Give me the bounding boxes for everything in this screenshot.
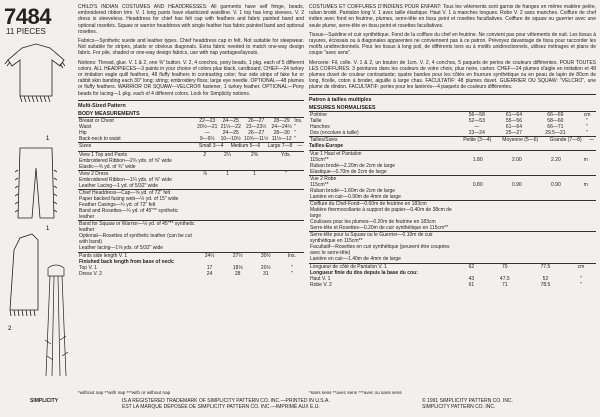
- row-value: 28—30: [273, 130, 290, 137]
- row-label: Taille: [310, 118, 322, 125]
- sizes-europe-label: Tailles-Europe: [309, 143, 344, 150]
- headdress-illustration: [45, 265, 68, 376]
- row-label: Elastic—¾ yd. of ¾" wide: [79, 164, 136, 171]
- row-value: ": [586, 118, 588, 125]
- row-value: 24—24½: [271, 124, 292, 131]
- row-value: 2¼: [214, 152, 241, 159]
- row-value: [575, 232, 596, 245]
- row-value: 56—58: [458, 112, 495, 119]
- row-value: 52: [542, 276, 549, 283]
- row-value: 22—23: [196, 118, 219, 125]
- row-label: View 2 Dress: [78, 171, 196, 178]
- measurements-label-fr: MESURES NORMALISEES: [309, 104, 376, 111]
- row-label: Ruban brodé—1.60m de 2cm de large: [310, 188, 396, 195]
- row-value: Large 7—8: [264, 143, 296, 150]
- row-value: 31: [263, 271, 269, 278]
- row-value: 47.5: [499, 276, 510, 283]
- row-value: 66—71: [547, 124, 564, 131]
- row-value: [536, 244, 575, 256]
- mercerie-paragraph: Mercerie: Fil, colle. V. 1 & 2, un bouton de 1cm. V. 2, 4 conchos, 5 paquets de perles de couleurs différentes. POUR TOUTES LES COIFFURES: 3 peintures dans les couleurs de votre choix, plus noire, carton. CHEF—24 plumes d'aigle en imitation et 48 plumes duvet de couleur contrastante; quatre bandes pour les côtés en fourrure synthétique ou en peau de lapin de 80cm de long, ficelle, coton à broder, aiguille à large chas. FACULTATIF: 48 plumes duvet. GUERRIER OU SQUAW: "VELCRO", une plume de dindon. FACULTATIF: perles pour les lanières—4 paquets de couleurs différentes.: [309, 59, 596, 91]
- row-label: Vue 1 Haut et Pantalon: [309, 151, 458, 158]
- row-label: Dress V. 2: [79, 271, 102, 278]
- row-value: [241, 245, 268, 251]
- row-value: [458, 207, 497, 219]
- row-value: [458, 244, 497, 256]
- row-label: Waist: [79, 124, 92, 131]
- row-value: —: [474, 124, 480, 131]
- row-label: Leather Lacing—1 yd. of 5/32" wide: [79, 183, 159, 190]
- view-label-1b: 1: [46, 226, 50, 232]
- row-label: Feather Casings—¼ yd. of 72" felt: [79, 202, 156, 209]
- row-label: Paper backed fusing web—½ yd. of 15" wide: [79, 196, 179, 203]
- row-label: 115cm**: [310, 182, 329, 189]
- row-value: 58—60: [547, 118, 564, 125]
- length-table: [78, 252, 304, 277]
- row-value: 28—29: [270, 118, 293, 125]
- finished-length-label: Finished back length from base of neck:: [79, 259, 175, 266]
- row-value: 61: [468, 282, 475, 289]
- row-label: Poitrine: [309, 112, 458, 119]
- top-illustration: [5, 44, 65, 102]
- row-label: Back-neck to waist: [79, 136, 121, 143]
- row-value: [268, 221, 304, 234]
- row-value: [214, 233, 241, 245]
- measurement-table: [78, 117, 304, 142]
- row-value: 24: [206, 271, 213, 278]
- row-value: 10¾—11½: [244, 136, 269, 143]
- yardage-table-fr: [309, 150, 596, 262]
- row-value: 26—27: [248, 130, 265, 137]
- garment-illustrations: [0, 40, 75, 410]
- row-value: 26—27: [242, 118, 269, 125]
- row-value: Medium 5—6: [227, 143, 264, 150]
- sizes-table: [78, 142, 304, 149]
- footer-brand: SIMPLICITY: [30, 398, 59, 404]
- row-value: 52—53: [468, 118, 485, 125]
- row-value: ": [580, 282, 582, 289]
- row-label: Haut V. 1: [310, 276, 331, 283]
- sizes-table-fr: [309, 136, 596, 143]
- measurement-box: [78, 100, 304, 277]
- row-value: 20½—21: [197, 124, 218, 131]
- row-value: 28: [234, 271, 241, 278]
- row-value: 55—56: [505, 118, 522, 125]
- row-value: 20½: [260, 265, 271, 272]
- row-value: cm: [566, 264, 596, 271]
- title-paragraph: CHILD'S INDIAN COSTUMES AND HEADDRESSES: All garments have self fringe, beads, embroidered ribbon trim. V. 1 long pants have elasticized waistline. V. 1 top has long sleeves. V. 2 dress is sleeveless. Headdress for chief has felt cap with feathers and fabric painted band and optional rosettes. Squaw or warrior headdress with single feather has fabric painted band and optional rosettes.: [78, 4, 304, 35]
- row-label: Lanière en cuir—1.40m de 4mm de large: [310, 256, 401, 263]
- yardage-table: [78, 151, 304, 251]
- row-value: [497, 256, 536, 262]
- row-label: Leather lacing—1⅝ yds. of 5/32" wide: [79, 245, 164, 252]
- row-label: Longueur de côté de Pantalon V. 1: [309, 264, 458, 271]
- row-value: [536, 232, 575, 245]
- row-value: [268, 245, 304, 251]
- row-label: Band for Squaw or Warrior—⅛ yd. of 45"** synthetic leather: [79, 221, 195, 234]
- row-value: Moyenne (5—6): [496, 137, 544, 144]
- yardage-row-fr: [309, 232, 596, 245]
- row-value: ": [580, 276, 582, 283]
- finished-length-row: [78, 271, 304, 277]
- row-value: ": [291, 265, 293, 272]
- row-value: Petite (3—4): [458, 137, 496, 144]
- row-value: 18⅛: [232, 265, 243, 272]
- row-unit: ": [294, 124, 297, 131]
- sizes-row: [78, 143, 304, 150]
- row-value: [536, 207, 575, 219]
- row-value: cm: [578, 112, 596, 119]
- row-label: Elastique—0.70m de 2cm de large: [310, 169, 387, 176]
- row-label: Embroidered Ribbon—2¾ yds. of ⅝" wide: [79, 158, 172, 165]
- row-value: 25—27: [505, 130, 522, 137]
- row-value: 77.5: [525, 264, 566, 271]
- row-label: Sizes: [78, 143, 196, 150]
- row-label: Matière thermocollante à support de papier—0.40m de 38cm de large: [310, 207, 452, 220]
- row-value: [536, 256, 575, 262]
- row-value: ": [586, 130, 588, 137]
- row-label: Hip: [79, 130, 87, 137]
- length-table-fr: [309, 263, 596, 288]
- tissus-paragraph: Tissus—Suédine et cuir synthétique. Fond de la coiffure du chef en feutrine. Ne convient pas pour vêtements de nuit. Les tissus à rayures, écossais ou à diagonales apparentes ne conviennent pas à ce patron. Prévoyez davantage de tissu pour raccorder les motifs unidirectionnels. Pour les tissus à long poil, de différents tons ou à motifs unidirectionnels, utilisez métrages et plans de coupe "avec sens".: [309, 31, 596, 57]
- row-value: [497, 244, 536, 256]
- measurement-table-fr: [309, 111, 596, 136]
- row-value: 62: [458, 264, 484, 271]
- row-value: [214, 245, 241, 251]
- yardage-row-fr: [309, 244, 596, 256]
- footer-trademark-en: IS A REGISTERED TRADEMARK OF SIMPLICITY PATTERN CO. INC.—PRINTED IN U.S.A.: [122, 398, 330, 404]
- measurement-box-fr: [309, 94, 596, 289]
- footer-copyright: © 1991 SIMPLICITY PATTERN CO. INC.: [422, 398, 513, 404]
- row-value: 61—64: [495, 112, 532, 119]
- row-value: 2⅜: [241, 152, 268, 159]
- row-value: [241, 233, 268, 245]
- footer-company: SIMPLICITY PATTERN CO. INC.: [422, 404, 496, 410]
- row-value: [458, 256, 497, 262]
- row-value: 71: [502, 282, 508, 289]
- row-value: Small 3—4: [196, 143, 227, 150]
- row-label: Serre-tête et Rosettes—0.20m de cuir synthétique en 115cm**: [310, 225, 449, 232]
- row-unit: ": [294, 130, 297, 137]
- row-label: Hanches: [310, 124, 330, 131]
- row-value: [241, 221, 268, 234]
- row-value: [241, 208, 268, 221]
- row-value: 11½—12: [271, 136, 292, 143]
- row-value: —: [589, 137, 595, 144]
- footnote-en: *without nap **with nap ***with or without nap: [78, 390, 171, 395]
- row-value: [458, 232, 497, 245]
- row-label: View 1 Top and Pants: [78, 152, 196, 159]
- row-value: 24—25: [219, 118, 242, 125]
- row-value: [196, 208, 215, 221]
- row-value: —: [297, 143, 303, 150]
- row-label: Ruban brodé—2.20m de 2cm de large: [310, 163, 396, 170]
- row-value: [196, 233, 215, 245]
- row-value: 2.20: [551, 157, 561, 164]
- row-value: [497, 207, 536, 219]
- row-value: [196, 245, 215, 251]
- row-label: Optional—Rosettes of synthetic leather (can be cut with band): [79, 233, 192, 246]
- row-value: 70: [484, 264, 525, 271]
- row-value: 66—69: [533, 112, 579, 119]
- row-value: 30½: [252, 253, 280, 260]
- multisized-label: Multi-Sized Pattern: [78, 102, 126, 109]
- row-value: [575, 256, 596, 262]
- fabrics-paragraph: Fabrics—Synthetic suede and leather types. Chief headdress cap in felt. Not suitable for sleepwear. Not suitable for stripes, plaids or obvious diagonals. Extra fabric needed to match one-way design fabric. For pile, shaded or one-way design fabrics, use with nap yardages/layouts.: [78, 38, 304, 57]
- row-value: 1.80: [472, 157, 483, 164]
- row-label: Serre-tête pour la Squaw ou le Guerrier—0.10m de cuir synthétique en 115cm**: [309, 232, 458, 245]
- english-column: [78, 4, 304, 277]
- row-value: Ins.: [280, 253, 304, 260]
- pants-illustration: [15, 148, 57, 218]
- footer-trademark-fr: EST LA MARQUE DÉPOSÉE DE SIMPLICITY PATTERN CO. INC.—IMPRIMÉ AUX E.U.: [122, 404, 320, 410]
- row-value: 23—24: [468, 130, 485, 137]
- row-value: [214, 221, 241, 234]
- row-label: Lanière en cuir—0.90m de 4mm de large: [310, 194, 401, 201]
- row-value: ": [586, 124, 588, 131]
- row-value: 1: [241, 171, 268, 178]
- footnote-fr: *sans sens **avec sens ***avec ou sans sens: [309, 390, 402, 395]
- finished-length-row-fr: [309, 282, 596, 288]
- pieces-count: 11 PIECES: [6, 27, 46, 36]
- row-label: Embroidered Ribbon—1¼ yds. of ⅝" wide: [79, 177, 172, 184]
- row-value: [575, 244, 596, 256]
- row-value: Yds.: [268, 152, 304, 159]
- row-label: Coulisses pour les plumes—0.20m de feutrine en 183cm: [310, 219, 436, 226]
- multisized-label-fr: Patron à tailles multiples: [309, 96, 372, 103]
- row-value: ": [268, 171, 304, 178]
- yardage-row-fr: [309, 207, 596, 219]
- row-label: Facultatif—Rosettes en cuir synthétique (peuvent être coupées avec le serre-tête): [310, 244, 450, 257]
- row-label: Dos (encolure à taille): [310, 130, 359, 137]
- row-value: ⅞: [196, 171, 215, 178]
- yardage-row-fr: [309, 256, 596, 262]
- row-value: 21½—22: [220, 124, 241, 131]
- row-label: Top V. 1: [79, 265, 97, 272]
- row-value: 27½: [224, 253, 252, 260]
- row-value: [575, 207, 596, 219]
- row-label: Vue 2 Robe: [309, 176, 458, 183]
- yardage-row: [78, 221, 304, 234]
- row-value: 9—9½: [199, 136, 215, 143]
- row-value: 24—25: [222, 130, 239, 137]
- view-label-2: 2: [8, 326, 12, 332]
- row-label: Robe V. 2: [310, 282, 332, 289]
- pattern-number: 7484: [4, 4, 51, 29]
- dress-illustration: [10, 234, 38, 316]
- view-label-1a: 1: [46, 136, 50, 142]
- row-label: Chief Headdress—Cap—⅝ yd. of 72" felt: [78, 190, 196, 197]
- row-value: 78.5: [540, 282, 551, 289]
- yardage-row: [78, 245, 304, 251]
- row-value: 0.80: [472, 182, 483, 189]
- row-label: Coiffure du Chef-Fond—0.60m de feutrine en 183cm: [309, 201, 458, 208]
- row-value: m: [583, 182, 588, 189]
- row-unit: Ins.: [294, 118, 303, 125]
- row-value: 43: [468, 276, 475, 283]
- row-value: 29.5—31: [545, 130, 566, 137]
- row-label: Pants side length V. 1: [78, 253, 196, 260]
- finished-length-label-fr: Longueur finie du dos depuis la base du cou:: [310, 270, 418, 277]
- row-value: 23—23½: [246, 124, 267, 131]
- row-value: m: [583, 157, 588, 164]
- row-value: 2.00: [511, 157, 522, 164]
- title-paragraph-fr: COSTUMES ET COIFFURES D'INDIENS POUR ENFANT: Tous les vêtements sont garnis de franges en même matière pelée, ruban brodé. Pantalon long V. 1 avec taille élastique. Haut V. 1 à manches longues. Robe V. 2 sans manches. Coiffure de chef indien avec fond en feutrine, plumes, serre-tête en tissu peint et rosettes facultatives. Coiffure de squaw ou guerrier avec une seule plume, serre-tête en tissu peint et rosettes facultatives.: [309, 4, 596, 29]
- row-value: ": [291, 271, 293, 278]
- row-value: 2: [196, 152, 215, 159]
- row-label: Breast or Chest: [78, 118, 196, 125]
- row-value: [196, 221, 215, 234]
- row-value: —: [204, 130, 210, 137]
- french-column: [309, 4, 596, 288]
- row-value: 17: [206, 265, 213, 272]
- row-value: 1: [214, 171, 241, 178]
- row-value: 0.90: [511, 182, 522, 189]
- row-label: Tailles/Sizes: [309, 137, 458, 144]
- row-value: [214, 208, 241, 221]
- row-unit: ": [294, 136, 297, 143]
- row-value: 24½: [196, 253, 224, 260]
- row-label: 115cm**: [310, 157, 329, 164]
- row-value: [268, 208, 304, 221]
- notions-paragraph: Notions: Thread, glue. V. 1 & 2, one ⅜" button. V. 2, 4 conchos, pony beads, 1 pkg. each of 5 different colors. ALL HEADPIECES—3 paints in your choice of colors plus black, cardboard. CHIEF—24 turkey or imitation eagle quill feathers, 48 fluffy feathers in contrasting color; four side strips of fake fur or rabbit skin banding each 30" long; string; embroidery floss; large eye needle. OPTIONAL—48 plumes or fluffy feathers. WARRIOR OR SQUAW—VELCRO® fastener, 1 turkey feather. OPTIONAL—Pony beads for lacing—1 pkg. each of 4 different colors. Look for Simplicity notions.: [78, 59, 304, 97]
- row-value: [268, 233, 304, 245]
- row-value: 61—64: [505, 124, 522, 131]
- row-label: Band and Rosettes—¼ yd. of 45"** synthetic leather: [79, 208, 179, 221]
- yardage-row: [78, 233, 304, 245]
- row-value: 0.90: [551, 182, 561, 189]
- yardage-row: [78, 208, 304, 221]
- body-measurements-label: BODY MEASUREMENTS: [78, 111, 140, 118]
- row-value: 10—10½: [220, 136, 241, 143]
- row-value: Grande (7—8): [544, 137, 587, 144]
- row-value: [497, 232, 536, 245]
